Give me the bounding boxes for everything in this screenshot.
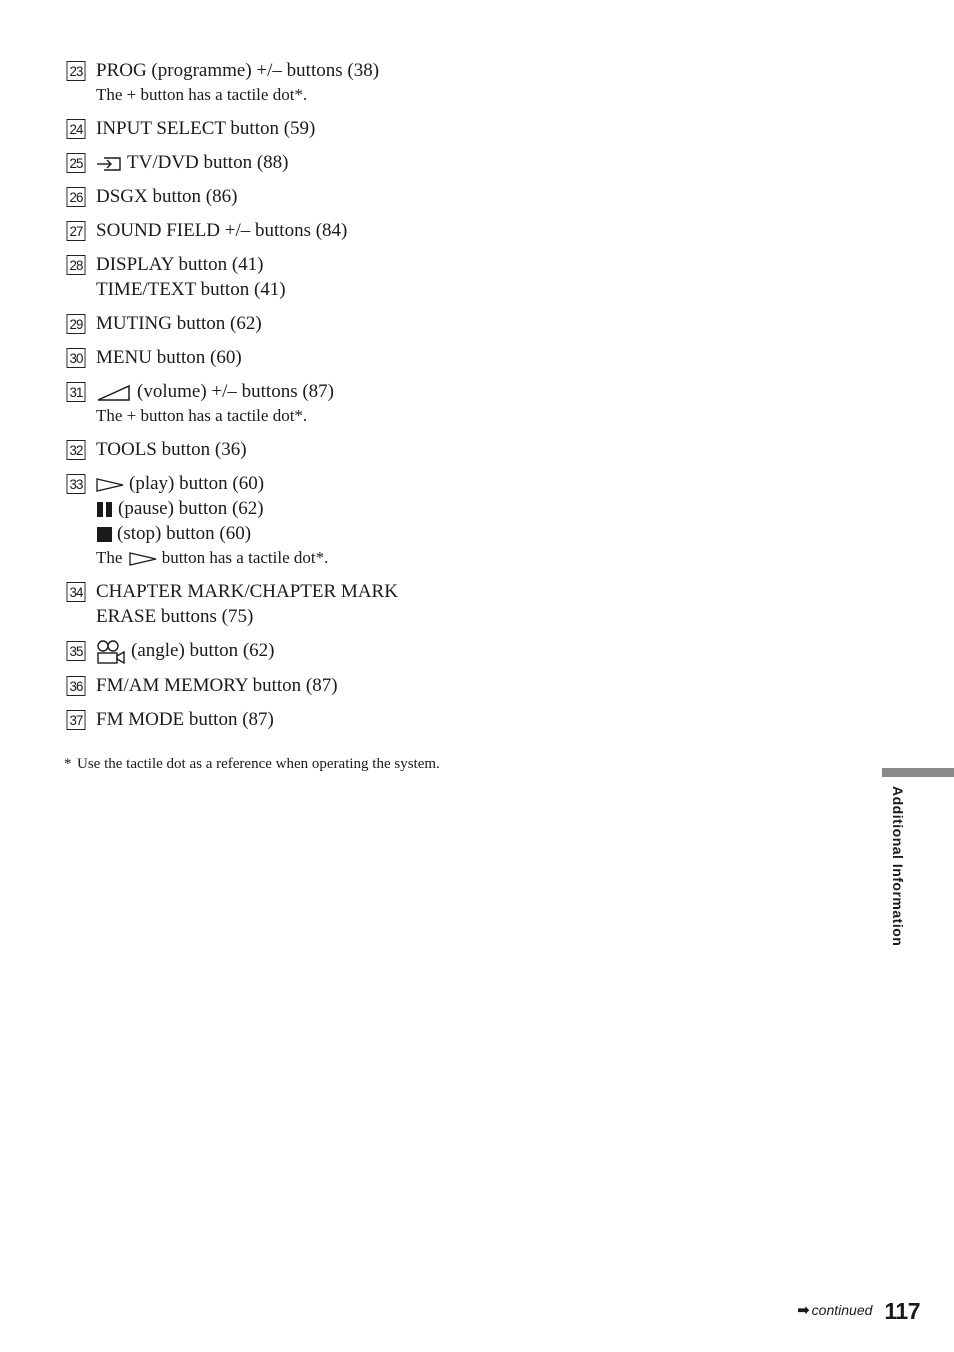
item-number: 28 bbox=[67, 255, 86, 275]
list-item bbox=[66, 707, 466, 732]
item-number: 35 bbox=[67, 641, 86, 661]
page-number: 117 bbox=[884, 1298, 920, 1324]
item-text: TV/DVD button (88) bbox=[127, 152, 289, 173]
item-number: 27 bbox=[67, 221, 86, 241]
item-text: DISPLAY button (41) bbox=[96, 254, 264, 275]
item-text: (pause) button (62) bbox=[118, 498, 264, 519]
list-item bbox=[66, 471, 466, 570]
item-text: FM MODE button (87) bbox=[96, 708, 274, 730]
list-item bbox=[66, 437, 466, 462]
item-number: 37 bbox=[67, 710, 86, 730]
item-number: 33 bbox=[67, 474, 86, 494]
list-item bbox=[66, 116, 466, 141]
item-text: TOOLS button (36) bbox=[96, 439, 247, 460]
continued-label: continued bbox=[811, 1302, 873, 1318]
item-text: (angle) button (62) bbox=[131, 640, 275, 661]
list-item bbox=[66, 379, 466, 428]
item-text: SOUND FIELD +/– buttons (84) bbox=[96, 220, 348, 241]
item-text: INPUT SELECT button (59) bbox=[96, 118, 316, 139]
item-number: 26 bbox=[67, 187, 86, 207]
item-text: (play) button (60) bbox=[129, 473, 265, 494]
item-note: button has a tactile dot*. bbox=[161, 548, 329, 567]
footnote-text: Use the tactile dot as a reference when operating the system. bbox=[77, 756, 440, 772]
item-number: 25 bbox=[67, 153, 86, 173]
button-list bbox=[66, 58, 466, 741]
play-icon bbox=[96, 478, 124, 492]
pause-icon bbox=[96, 502, 113, 517]
list-item bbox=[66, 638, 466, 664]
continued-indicator bbox=[797, 1301, 872, 1319]
item-number: 23 bbox=[67, 61, 86, 81]
item-text: MENU button (60) bbox=[96, 347, 242, 368]
footnote-marker: * bbox=[64, 756, 72, 772]
list-item bbox=[66, 579, 466, 629]
list-item bbox=[66, 345, 466, 370]
page-footer bbox=[797, 1298, 920, 1325]
item-text: PROG (programme) +/– buttons (38) bbox=[96, 60, 380, 81]
item-number: 34 bbox=[67, 582, 86, 602]
list-item bbox=[66, 184, 466, 209]
item-number: 24 bbox=[67, 119, 86, 139]
angle-icon bbox=[96, 640, 126, 664]
item-text: ERASE buttons (75) bbox=[96, 606, 254, 627]
volume-icon bbox=[96, 384, 132, 402]
list-item bbox=[66, 311, 466, 336]
item-number: 31 bbox=[67, 382, 86, 402]
item-note: The bbox=[96, 548, 123, 567]
item-text: MUTING button (62) bbox=[96, 313, 262, 334]
item-text: CHAPTER MARK/CHAPTER MARK bbox=[96, 581, 398, 602]
list-item bbox=[66, 150, 466, 175]
item-text: FM/AM MEMORY button (87) bbox=[96, 674, 338, 696]
list-item bbox=[66, 218, 466, 243]
section-label: Additional Information bbox=[890, 786, 906, 947]
item-note: The + button has a tactile dot*. bbox=[96, 85, 308, 104]
item-note: The + button has a tactile dot*. bbox=[96, 406, 308, 425]
item-text: TIME/TEXT button (41) bbox=[96, 279, 286, 300]
play-icon bbox=[129, 552, 157, 566]
item-text: (stop) button (60) bbox=[117, 523, 252, 544]
item-number: 30 bbox=[67, 348, 86, 368]
input-icon bbox=[96, 156, 122, 172]
item-text: DSGX button (86) bbox=[96, 186, 238, 207]
right-arrow-icon: ➡ bbox=[797, 1302, 810, 1319]
stop-icon bbox=[96, 527, 112, 542]
item-text: (volume) +/– buttons (87) bbox=[137, 381, 334, 402]
item-number: 29 bbox=[67, 314, 86, 334]
item-number: 32 bbox=[67, 440, 86, 460]
list-item bbox=[66, 58, 466, 107]
item-number: 36 bbox=[67, 676, 86, 696]
list-item bbox=[66, 252, 466, 302]
list-item bbox=[66, 673, 466, 698]
footnote bbox=[64, 754, 444, 774]
section-tab-bar bbox=[882, 768, 954, 777]
